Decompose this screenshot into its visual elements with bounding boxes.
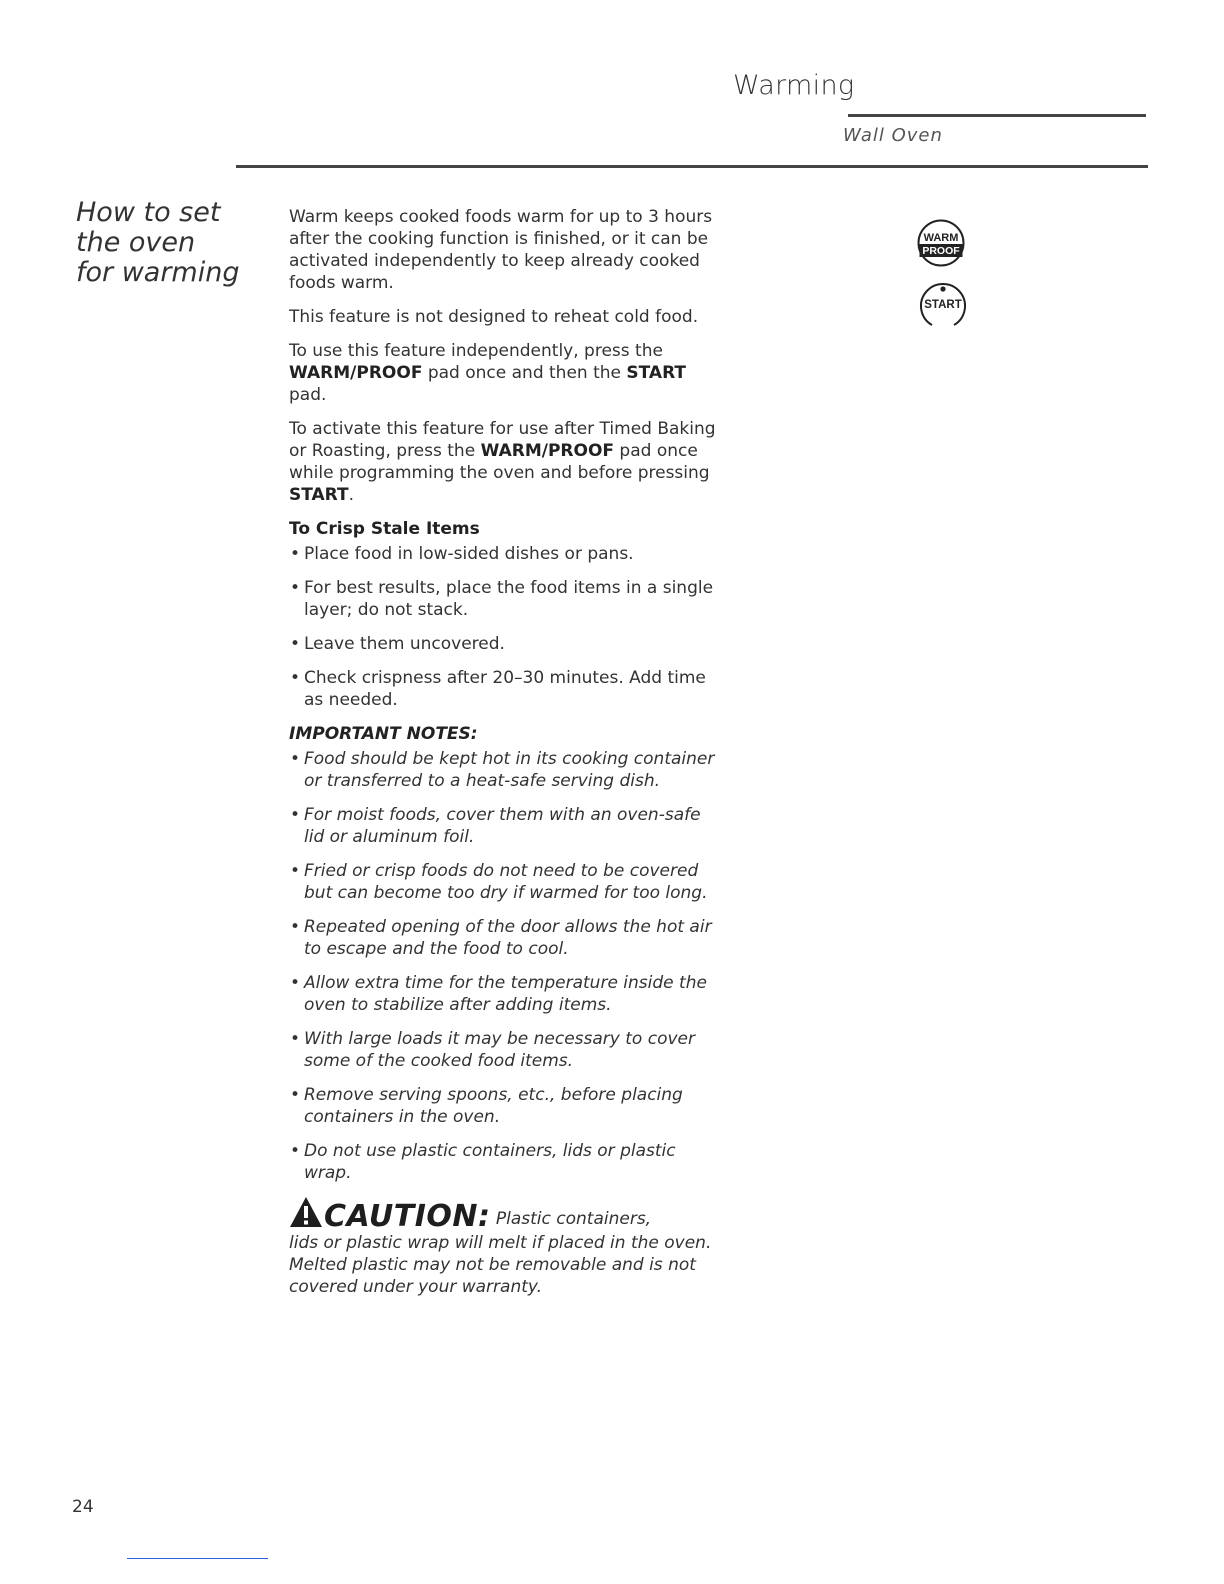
- intro-p4-text-a: To activate this feature for use after Timed Baking or Roasting, press the: [289, 419, 716, 461]
- header-title: Warming: [733, 70, 855, 101]
- note-item: • With large loads it may be necessary to cover some of the cooked food items.: [289, 1028, 719, 1072]
- caution-text: lids or plastic wrap will melt if placed in the oven. Melted plastic may not be removable and is not covered under your warranty.: [289, 1233, 712, 1297]
- crisp-item: • Leave them uncovered.: [289, 633, 719, 655]
- crisp-heading: To Crisp Stale Items: [289, 519, 480, 539]
- section-heading-line-3: for warming: [76, 257, 240, 288]
- intro-paragraph-1: Warm keeps cooked foods warm for up to 3 hours after the cooking function is finished, or it can be activated independently to keep already cooked foods warm.: [289, 207, 713, 293]
- section-heading-line-2: the oven: [76, 227, 196, 258]
- intro-paragraph-2: This feature is not designed to reheat cold food.: [289, 307, 699, 327]
- proof-pad-label: PROOF: [922, 245, 960, 257]
- caution-word: CAUTION:: [324, 1199, 491, 1234]
- intro-paragraph-4: [289, 418, 719, 506]
- section-heading: [76, 198, 246, 288]
- crisp-list: [289, 543, 719, 711]
- caution-block: [289, 1196, 719, 1234]
- notes-list: [289, 748, 719, 1184]
- note-item: • Fried or crisp foods do not need to be covered but can become too dry if warmed for too long.: [289, 860, 719, 904]
- note-item: • For moist foods, cover them with an oven-safe lid or aluminum foil.: [289, 804, 719, 848]
- start-pad-label: START: [924, 299, 962, 311]
- section-heading-line-1: How to set: [76, 197, 221, 228]
- header-rule-long: [236, 165, 1148, 168]
- page-number: 24: [72, 1497, 94, 1517]
- warm-pad-label: WARM: [923, 232, 959, 244]
- note-item: • Remove serving spoons, etc., before placing containers in the oven.: [289, 1084, 719, 1128]
- intro-p3-start: START: [626, 363, 687, 383]
- intro-p3-text-a: To use this feature independently, press the: [289, 341, 663, 361]
- note-item: • Do not use plastic containers, lids or plastic wrap.: [289, 1140, 719, 1184]
- intro-p4-text-e: .: [348, 485, 355, 505]
- header-rule-short: [848, 114, 1146, 117]
- warning-triangle-icon: [289, 1196, 323, 1228]
- start-pad-icon: [917, 280, 969, 330]
- notes-heading: IMPORTANT NOTES:: [289, 724, 478, 744]
- intro-p4-start: START: [289, 485, 349, 505]
- intro-p4-warm-proof: WARM/PROOF: [480, 441, 615, 461]
- intro-p3-warm-proof: WARM/PROOF: [289, 363, 423, 383]
- intro-paragraph-3: [289, 340, 719, 406]
- warm-proof-pad-icon: [917, 219, 965, 267]
- note-item: • Allow extra time for the temperature inside the oven to stabilize after adding items.: [289, 972, 719, 1016]
- note-item: • Repeated opening of the door allows the hot air to escape and the food to cool.: [289, 916, 719, 960]
- intro-p4-text-c: pad once while programming the oven and before pressing: [289, 441, 710, 483]
- header-subtitle: Wall Oven: [843, 125, 943, 146]
- intro-p3-text-e: pad.: [289, 385, 327, 405]
- main-content: [289, 206, 719, 1298]
- crisp-item: • For best results, place the food items in a single layer; do not stack.: [289, 577, 719, 621]
- bottom-link-rule: [127, 1558, 268, 1559]
- note-item: • Food should be kept hot in its cooking container or transferred to a heat-safe serving dish.: [289, 748, 719, 792]
- caution-lead: Plastic containers,: [495, 1209, 652, 1229]
- crisp-item: • Check crispness after 20–30 minutes. Add time as needed.: [289, 667, 719, 711]
- crisp-item: • Place food in low-sided dishes or pans.: [289, 543, 719, 565]
- intro-p3-text-c: pad once and then the: [422, 363, 627, 383]
